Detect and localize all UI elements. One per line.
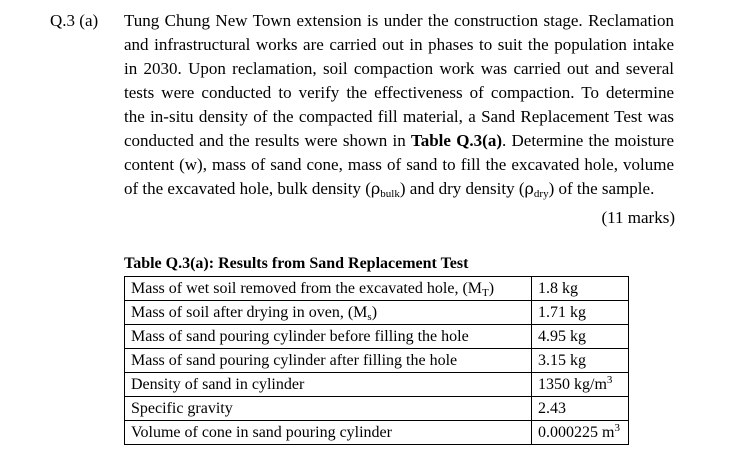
row-value-cell: [532, 301, 629, 325]
question-line-4: tests were conducted to verify the effectiveness of compaction. To determine: [124, 83, 674, 102]
row-value: 2.43: [538, 400, 566, 417]
row-label-cell: [125, 421, 532, 445]
row-label-cell: [125, 397, 532, 421]
question-line-2: and infrastructural works are carried out in phases to suit the population intake: [124, 35, 674, 54]
row-label-cell: [125, 277, 532, 301]
row-label-cell: [125, 301, 532, 325]
line8-b: ) and dry density (: [399, 179, 525, 198]
row-label-subscript: T: [482, 287, 489, 299]
table-row: [125, 397, 629, 421]
question-line-3: in 2030. Upon reclamation, soil compaction work was carried out and several: [124, 59, 674, 78]
line8-c: ) of the sample.: [548, 179, 655, 198]
row-label: Density of sand in cylinder: [131, 376, 305, 393]
row-value-cell: [532, 397, 629, 421]
line8-a: of the excavated hole, bulk density (: [124, 179, 371, 198]
row-value: 4.95 kg: [538, 328, 586, 345]
row-value-cell: [532, 421, 629, 445]
row-value: 1.8 kg: [538, 280, 578, 297]
question-label: Q.3 (a): [50, 11, 99, 30]
row-label: Mass of sand pouring cylinder after filling the hole: [131, 352, 458, 369]
table-row: [125, 373, 629, 397]
table-row: [125, 301, 629, 325]
row-label: Mass of wet soil removed from the excavated hole, (M: [131, 280, 483, 297]
row-label-cell: [125, 373, 532, 397]
row-label: Volume of cone in sand pouring cylinder: [131, 424, 392, 441]
bulk-subscript: bulk: [380, 188, 400, 200]
row-label: Specific gravity: [131, 400, 233, 417]
table-row: [125, 421, 629, 445]
results-table: [124, 276, 629, 445]
results-table-body: [125, 277, 629, 445]
table-row: [125, 349, 629, 373]
row-value-superscript: 3: [606, 374, 613, 386]
line6-after: . Determine the moisture: [502, 131, 674, 150]
row-label-cell: [125, 325, 532, 349]
row-label: Mass of soil after drying in oven, (M: [131, 304, 368, 321]
table-caption: Table Q.3(a): Results from Sand Replacement Test: [124, 255, 469, 272]
dry-subscript: dry: [533, 188, 549, 200]
row-label-cell: [125, 349, 532, 373]
row-value: 3.15 kg: [538, 352, 586, 369]
row-value-cell: [532, 325, 629, 349]
row-value-cell: [532, 349, 629, 373]
row-label: Mass of sand pouring cylinder before filling the hole: [131, 328, 469, 345]
row-label-end: ): [488, 280, 495, 297]
row-label-subscript: s: [367, 311, 372, 323]
rho-symbol-dry: ρ: [524, 179, 534, 198]
row-value-cell: [532, 277, 629, 301]
question-line-6: [124, 129, 674, 153]
row-value: 0.000225 m: [538, 424, 615, 441]
question-line-7: content (w), mass of sand cone, mass of sand to fill the excavated hole, volume: [124, 155, 674, 174]
question-line-5: the in-situ density of the compacted fill material, a Sand Replacement Test was: [124, 107, 674, 126]
row-value: 1350 kg/m: [538, 376, 607, 393]
question-line-8: [124, 177, 674, 201]
table-row: [125, 325, 629, 349]
question-line-1: Tung Chung New Town extension is under the construction stage. Reclamation: [124, 11, 674, 30]
row-value-cell: [532, 373, 629, 397]
marks-label: (11 marks): [601, 208, 675, 227]
row-value: 1.71 kg: [538, 304, 586, 321]
row-label-end: ): [371, 304, 378, 321]
rho-symbol-bulk: ρ: [370, 179, 381, 198]
table-reference: Table Q.3(a): [410, 131, 502, 150]
line6-before: conducted and the results were shown in: [124, 131, 411, 150]
row-value-superscript: 3: [614, 422, 620, 434]
question-text: [124, 9, 674, 201]
table-row: [125, 277, 629, 301]
